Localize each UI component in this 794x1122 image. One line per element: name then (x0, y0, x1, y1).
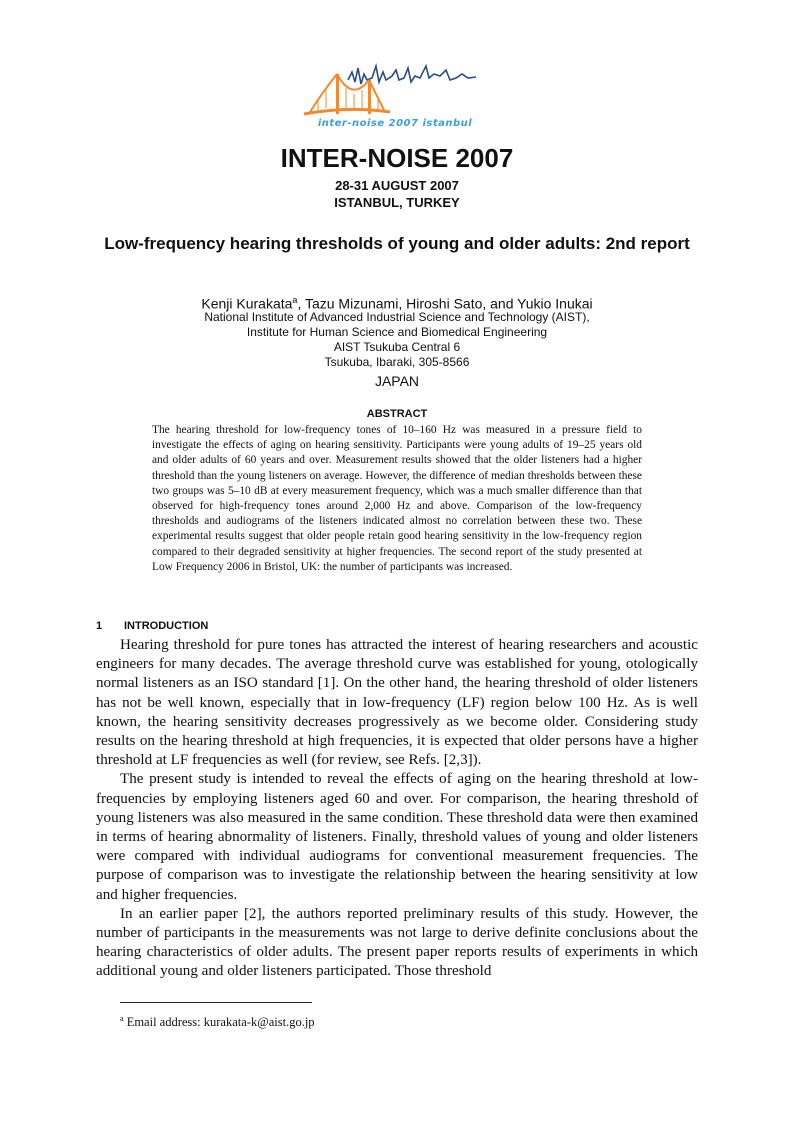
logo-caption: inter-noise 2007 istanbul (317, 118, 473, 129)
paragraph: In an earlier paper [2], the authors reported preliminary results of this study. However, the number of participants in the measurements was not large to derive definite conclusions about the hearing characteristics of older adults. The present paper reports results of experiments in which additional young and older listeners participated. Those threshold (96, 905, 698, 980)
paper-title: Low-frequency hearing thresholds of young and older adults: 2nd report (104, 234, 690, 253)
paragraph: The present study is intended to reveal the effects of aging on the hearing threshold at low-frequencies by employing listeners aged 60 and over. For comparison, the hearing threshold of young listeners was also measured in the same condition. These threshold data were then examined in terms of hearing abnormality of listeners. Finally, threshold values of young and older listeners were compared with individual audiograms for conventional measurement frequencies. The purpose of comparison was to investigate the relationship between the hearing sensitivity at low and higher frequencies. (96, 771, 698, 903)
conference-location: ISTANBUL, TURKEY (334, 195, 460, 210)
affiliation-line: National Institute of Advanced Industrial Science and Technology (AIST), (204, 310, 590, 324)
footnote-text: Email address: kurakata-k@aist.go.jp (123, 1015, 315, 1030)
section-title: INTRODUCTION (124, 620, 209, 632)
footnote (120, 1011, 315, 1030)
conference-date: 28-31 AUGUST 2007 (335, 178, 459, 193)
country: JAPAN (374, 373, 420, 389)
affiliation-line: AIST Tsukuba Central 6 (333, 340, 461, 354)
section-number: 1 (96, 620, 103, 632)
abstract-text: The hearing threshold for low-frequency tones of 10–160 Hz was measured in a pressure field to investigate the effects of aging on hearing sensitivity. Participants were young adults of 19–25 years old and older adults of 60 years and over. Measurement results showed that the older listeners had a higher threshold than the young listeners on average. However, the difference of median thresholds between these two groups was 5–10 dB at every measurement frequency, which was a much smaller difference than that observed for high-frequency tones around 2,000 Hz and above. Comparison of the low-frequency thresholds and audiograms of the listeners indicated almost no correlation between these two. These experimental results suggest that older people retain good hearing sensitivity in the low-frequency region compared to their degraded sensitivity at higher frequencies. The second report of the study presented at Low Frequency 2006 in Bristol, UK: the number of participants was increased. (152, 424, 642, 573)
conference-title: INTER-NOISE 2007 (280, 143, 514, 173)
affiliation-line: Institute for Human Science and Biomedical Engineering (246, 325, 548, 339)
conference-logo (300, 60, 490, 136)
other-authors: , Tazu Mizunami, Hiroshi Sato, and Yukio Inukai (297, 295, 593, 312)
bridge-logo-icon (300, 60, 490, 120)
affiliation-line: Tsukuba, Ibaraki, 305-8566 (324, 355, 470, 369)
section-heading (96, 619, 208, 633)
abstract-heading: ABSTRACT (366, 408, 428, 420)
footnote-divider (120, 1002, 312, 1003)
first-author: Kenji Kurakata (201, 295, 293, 312)
paragraph: Hearing threshold for pure tones has attracted the interest of hearing researchers and acoustic engineers for many decades. The average threshold curve was established for young, otologically normal listeners as an ISO standard [1]. On the other hand, the hearing threshold of older listeners has not be well known, especially that in low-frequency (LF) region below 100 Hz. As is well known, the hearing sensitivity decreases progressively as we become older. Considering study results on the hearing threshold at high frequencies, it is expected that older persons have a higher threshold at LF frequencies as well (for review, see Refs. [2,3]). (96, 637, 698, 769)
author-footnote-mark: a (292, 295, 298, 305)
section-body (96, 636, 698, 982)
footnote-mark: a (120, 1014, 124, 1023)
